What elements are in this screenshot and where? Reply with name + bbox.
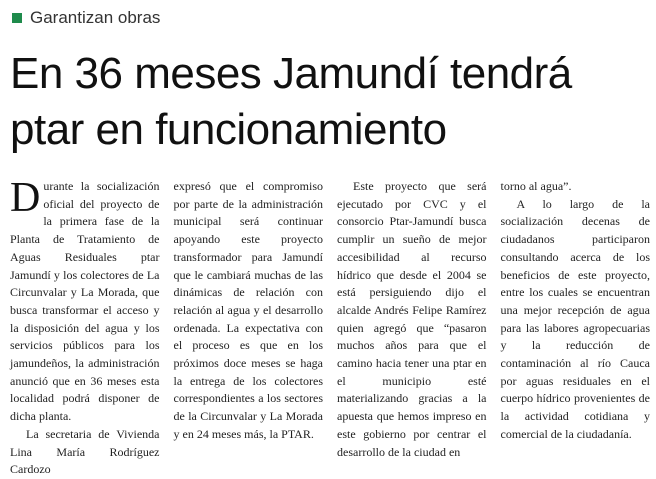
drop-cap: D [10, 175, 41, 221]
column-4 [500, 178, 651, 441]
article-body [10, 175, 650, 477]
column-2 [173, 178, 324, 441]
paragraph: La secretaria de Vivienda Lina María Rodríguez Cardozo [10, 426, 160, 477]
paragraph [10, 175, 160, 426]
headline-line-2: ptar en funcionamiento [10, 105, 447, 154]
headline [10, 46, 650, 158]
section-kicker [12, 8, 160, 28]
paragraph: A lo largo de la socialización decenas de ciudadanos participaron consultando acerca de los beneficios de este proyecto, entre los cuales se encuentran una mejor recepción de agua para las labores agropecuarias y la reducción de contaminación al río Cauca por aguas residuales en el cuerpo hídrico provenientes de la actividad cotidiana y comercial de la ciudadanía. [500, 196, 650, 441]
column-3 [337, 178, 487, 459]
paragraph: expresó que el compromiso por parte de la administración municipal será continuar apoyando este proyecto transformador para Jamundí que le cambiará muchas de las dinámicas de relación con relación al agua y el desarrollo ordenada. La expectativa con el proceso es que en los próximos doce meses se haga la entrega de los colectores correspondientes a los sectores de la Circunvalar y La Morada y en 24 meses más, la PTAR. [173, 179, 323, 441]
headline-line-1: En 36 meses Jamundí tendrá [10, 49, 572, 98]
paragraph: Este proyecto que será ejecutado por CVC y el consorcio Ptar-Jamundí busca cumplir un sueño de mejor accesibilidad al recurso hídrico que desde el 2004 se está persiguiendo dijo el alcalde Andrés Felipe Ramírez quien agregó que “pasaron muchos años para que el camino hacia tener una ptar en el municipio esté materializando gracias a la apuesta que hemos impreso en este gobierno por centrar el desarrollo de la ciudad en [337, 179, 487, 459]
paragraph-text: urante la socialización oficial del proyecto de la primera fase de la Planta de Tratamiento de Aguas Residuales ptar Jamundí y los colectores de La Circunvalar y La Morada, que busca transformar el acceso y la disposición del agua y los servicios públicos para los jamundeños, la administración anunció que en 36 meses esta localidad podrá disponer de dicha planta. [10, 179, 160, 424]
paragraph: torno al agua”. [500, 179, 572, 193]
section-square-icon [12, 13, 22, 23]
section-label: Garantizan obras [30, 8, 161, 27]
column-1 [10, 175, 160, 477]
